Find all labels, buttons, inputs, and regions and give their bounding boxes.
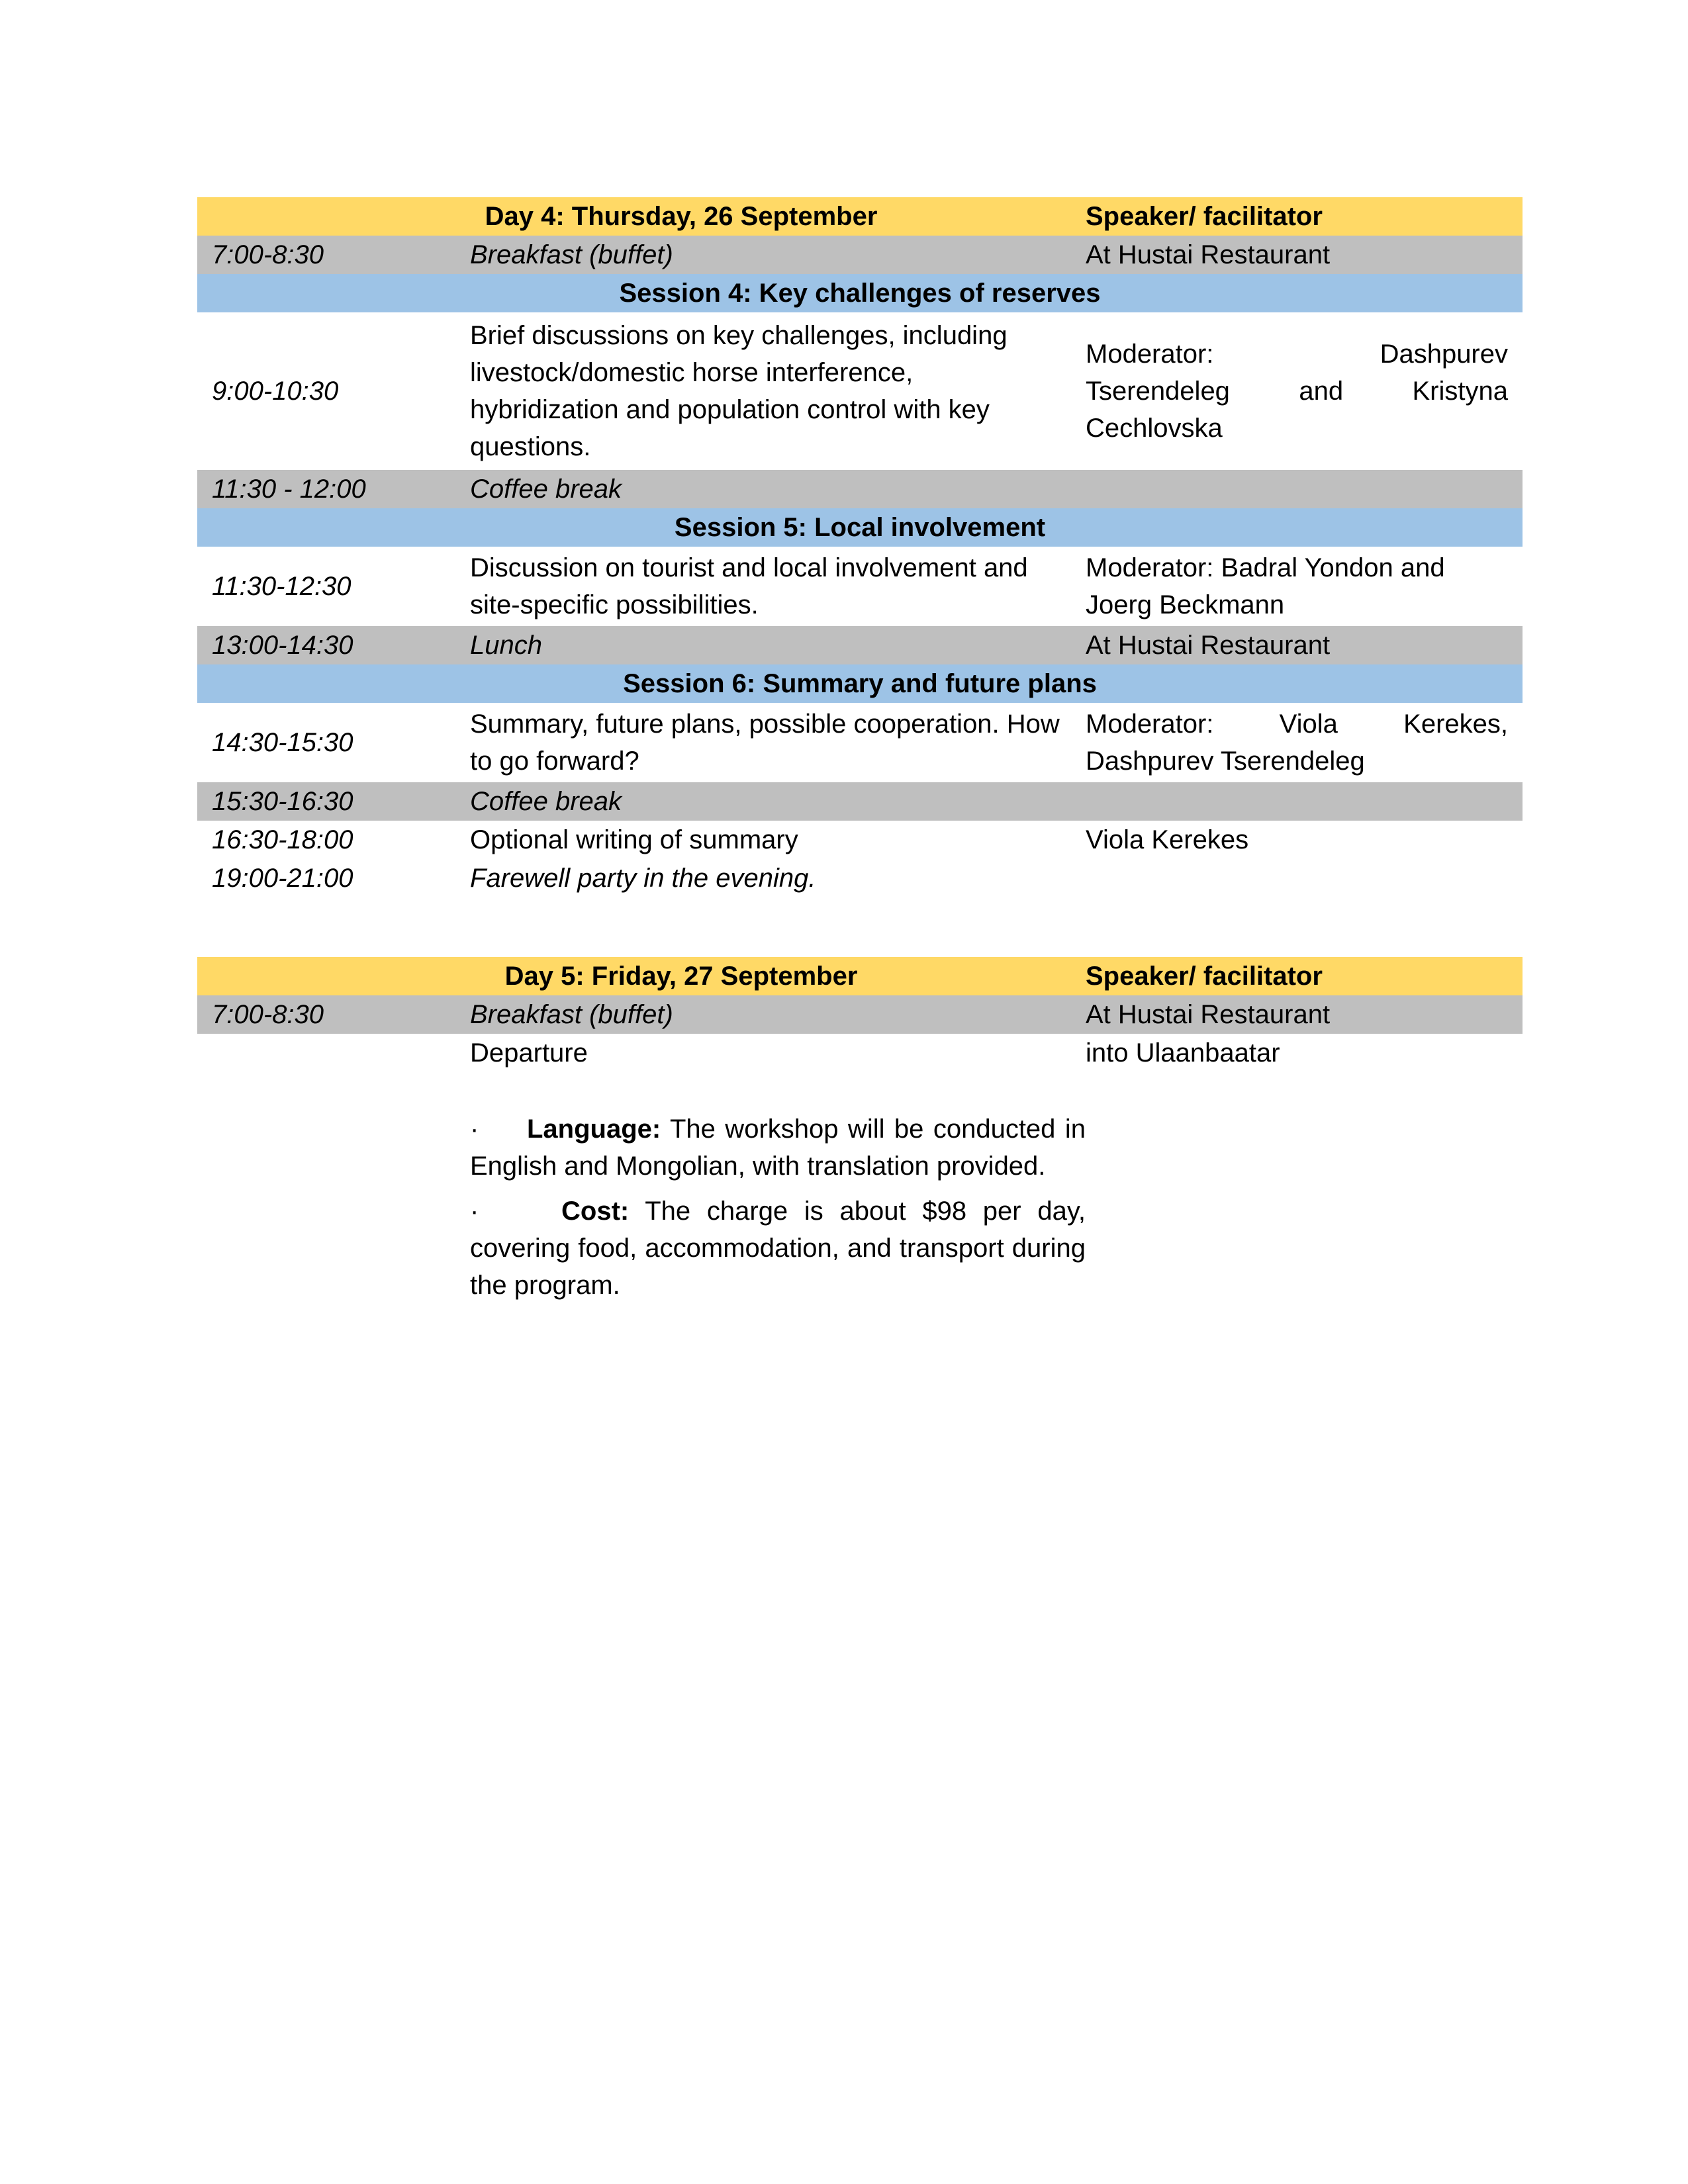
time-cell: 7:00-8:30 bbox=[212, 240, 324, 269]
activity-cell: Breakfast (buffet) bbox=[470, 240, 673, 269]
table-row bbox=[197, 547, 1523, 626]
table-row bbox=[197, 782, 1523, 821]
cost-label: Cost: bbox=[561, 1197, 630, 1226]
table-row bbox=[197, 626, 1523, 664]
speaker-cell: Moderator: Badral Yondon and Joerg Beckmann bbox=[1086, 553, 1445, 619]
time-cell: 7:00-8:30 bbox=[212, 999, 324, 1029]
time-cell: 11:30-12:30 bbox=[212, 571, 352, 601]
speaker-cell: into Ulaanbaatar bbox=[1086, 1038, 1280, 1068]
agenda-document bbox=[197, 197, 1523, 1312]
session-title: Session 4: Key challenges of reserves bbox=[619, 278, 1101, 308]
section-gap bbox=[197, 897, 1523, 957]
activity-cell: Farewell party in the evening. bbox=[470, 863, 816, 893]
table-row bbox=[197, 995, 1523, 1034]
table-row bbox=[197, 312, 1523, 470]
time-cell: 11:30 - 12:00 bbox=[212, 474, 366, 504]
activity-cell: Optional writing of summary bbox=[470, 825, 798, 854]
activity-cell: Departure bbox=[470, 1038, 588, 1068]
table-row bbox=[197, 703, 1523, 782]
speaker-cell: At Hustai Restaurant bbox=[1086, 240, 1331, 269]
time-cell: 13:00-14:30 bbox=[212, 630, 353, 660]
language-text: The workshop will be conducted in English and Mongolian, with translation provided. bbox=[470, 1115, 1086, 1181]
cost-note bbox=[470, 1193, 1086, 1304]
bullet-icon: · bbox=[470, 1115, 479, 1144]
time-cell: 19:00-21:00 bbox=[212, 863, 353, 893]
table-row bbox=[197, 821, 1523, 859]
table-row bbox=[197, 470, 1523, 508]
day5-header-row bbox=[197, 957, 1523, 995]
table-row bbox=[197, 859, 1523, 897]
activity-cell: Lunch bbox=[470, 630, 542, 660]
activity-cell: Coffee break bbox=[470, 474, 622, 504]
speaker-cell: Moderator: Viola Kerekes, Dashpurev Tserendeleg bbox=[1086, 709, 1508, 776]
session-row bbox=[197, 508, 1523, 547]
time-cell: 14:30-15:30 bbox=[212, 727, 353, 757]
time-cell: 15:30-16:30 bbox=[212, 786, 353, 816]
activity-cell: Breakfast (buffet) bbox=[470, 999, 673, 1029]
cost-text: The charge is about $98 per day, covering food, accommodation, and transport during the program. bbox=[470, 1197, 1086, 1300]
language-note bbox=[470, 1111, 1086, 1185]
workshop-notes bbox=[470, 1111, 1086, 1304]
activity-cell: Summary, future plans, possible cooperation. How to go forward? bbox=[470, 709, 1060, 776]
bullet-icon: · bbox=[470, 1197, 479, 1226]
speaker-cell: At Hustai Restaurant bbox=[1086, 999, 1331, 1029]
day5-title: Day 5: Friday, 27 September bbox=[504, 961, 858, 991]
day4-title: Day 4: Thursday, 26 September bbox=[485, 201, 878, 231]
table-row bbox=[197, 1034, 1523, 1072]
activity-cell: Coffee break bbox=[470, 786, 622, 816]
day4-speaker-header: Speaker/ facilitator bbox=[1086, 201, 1323, 231]
day4-header-row bbox=[197, 197, 1523, 236]
speaker-cell: Viola Kerekes bbox=[1086, 825, 1249, 854]
activity-cell: Brief discussions on key challenges, including livestock/domestic horse interference, hybridization and population control with key questions. bbox=[470, 321, 1008, 461]
session-title: Session 5: Local involvement bbox=[674, 512, 1046, 542]
session-row bbox=[197, 274, 1523, 312]
session-row bbox=[197, 664, 1523, 703]
language-label: Language: bbox=[527, 1115, 661, 1144]
activity-cell: Discussion on tourist and local involvement and site-specific possibilities. bbox=[470, 553, 1028, 619]
speaker-cell: At Hustai Restaurant bbox=[1086, 630, 1331, 660]
session-title: Session 6: Summary and future plans bbox=[623, 668, 1097, 698]
table-row bbox=[197, 236, 1523, 274]
day5-speaker-header: Speaker/ facilitator bbox=[1086, 961, 1323, 991]
time-cell: 9:00-10:30 bbox=[212, 376, 339, 406]
speaker-cell: Moderator: Dashpurev Tserendeleg and Kristyna Cechlovska bbox=[1086, 340, 1508, 443]
time-cell: 16:30-18:00 bbox=[212, 825, 353, 854]
